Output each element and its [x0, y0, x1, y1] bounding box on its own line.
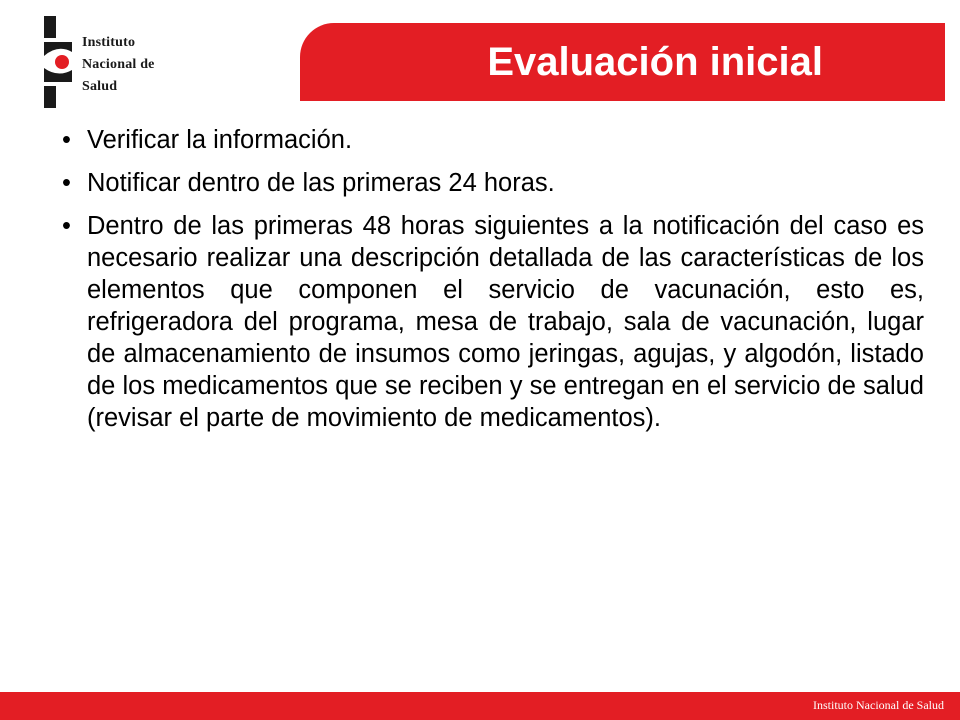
slide-title: Evaluación inicial [487, 39, 823, 84]
bullet-text: Notificar dentro de las primeras 24 horas. [87, 169, 555, 197]
bullet-symbol: • [62, 169, 71, 197]
bullet-item [62, 210, 924, 434]
institution-logo [40, 16, 220, 108]
logo-text [82, 32, 155, 98]
footer-text: Instituto Nacional de Salud [813, 698, 944, 712]
bullet-item [62, 167, 924, 199]
title-banner [300, 23, 945, 101]
bullet-item [62, 124, 924, 156]
logo-line-2: Nacional de [82, 57, 155, 72]
logo-line-1: Instituto [82, 35, 136, 50]
logo-line-3: Salud [82, 79, 118, 94]
bullet-symbol: • [62, 126, 71, 154]
bullet-text: Dentro de las primeras 48 horas siguientes a la notificación del caso es necesario realizar una descripción detallada de las características de los elementos que componen el servicio de vacunación, esto es, refrigeradora del programa, mesa de trabajo, sala de vacunación, lugar de almacenamiento de insumos como jeringas, agujas, y algodón, listado de los medicamentos que se reciben y se entregan en el servicio de salud (revisar el parte de movimiento de medicamentos). [87, 212, 924, 432]
footer-bar [0, 692, 960, 720]
ins-logo-icon [40, 16, 76, 108]
bullet-symbol: • [62, 212, 71, 240]
bullet-list [62, 124, 924, 445]
bullet-text: Verificar la información. [87, 126, 353, 154]
